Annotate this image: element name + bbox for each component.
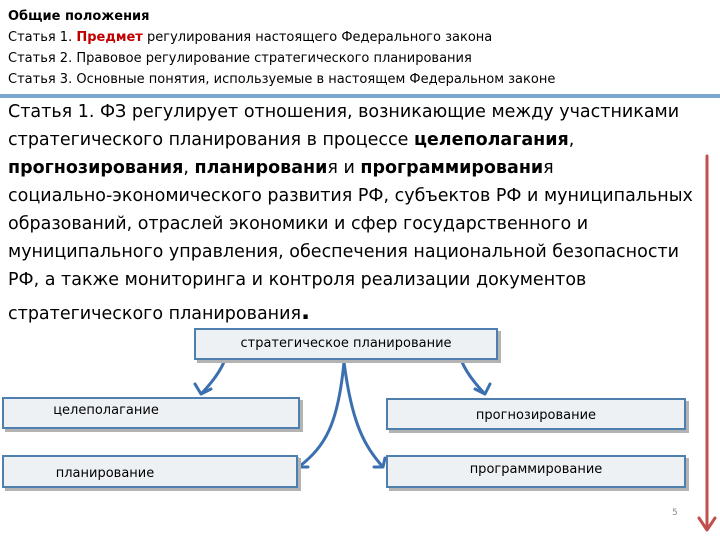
term-planning: планировани — [194, 158, 328, 178]
term-forecasting: прогнозирования — [8, 158, 184, 178]
box-programming — [386, 455, 686, 488]
body-line-3-sep1: , — [183, 158, 195, 178]
box-planning-label: планирование — [55, 466, 155, 481]
article-3-label: Статья 3. — [8, 72, 73, 87]
term-programming: программировани — [360, 158, 544, 178]
arrow-to-planning — [300, 362, 344, 466]
box-goal-setting-label: целеполагание — [53, 403, 159, 418]
article-1-highlight: Предмет — [76, 30, 143, 45]
box-strategic-planning — [194, 328, 498, 360]
box-forecasting — [386, 398, 686, 430]
header-title: Общие положения — [8, 9, 150, 24]
article-2-text: Правовое регулирование стратегического планирования — [76, 51, 472, 66]
box-planning — [2, 455, 298, 488]
box-goal-setting — [2, 397, 300, 429]
body-line-7: РФ, а также мониторинга и контроля реализации документов — [8, 270, 587, 290]
box-programming-label: программирование — [469, 462, 603, 477]
arrow-to-goal-setting — [202, 362, 224, 393]
arrow-to-forecasting — [462, 362, 484, 393]
body-line-4: социально-экономического развития РФ, субъектов РФ и муниципальных — [8, 186, 693, 206]
box-forecasting-label: прогнозирование — [475, 408, 597, 423]
arrow-to-programming — [344, 362, 382, 466]
body-line-8-text: стратегического планирования — [8, 304, 302, 324]
body-line-8-period: . — [301, 297, 311, 325]
term-goal-setting: целеполагания — [413, 130, 569, 150]
body-line-2-comma: , — [568, 130, 575, 150]
body-line-1: Статья 1. ФЗ регулирует отношения, возникающие между участниками — [8, 102, 680, 122]
box-strategic-planning-label: стратегическое планирование — [240, 336, 452, 351]
body-line-2-text: стратегического планирования в процессе — [8, 130, 414, 150]
article-2-label: Статья 2. — [8, 51, 73, 66]
article-3-text: Основные понятия, используемые в настоящем Федеральном законе — [76, 72, 556, 87]
body-line-3-end: я — [543, 158, 554, 178]
body-line-5: образований, отраслей экономики и сфер государственного и — [8, 214, 589, 234]
body-line-3-sep2: я и — [327, 158, 361, 178]
article-1-label: Статья 1. — [8, 30, 73, 45]
body-line-6: муниципального управления, обеспечения национальной безопасности — [8, 242, 680, 262]
article-1-text: регулирования настоящего Федерального закона — [146, 30, 493, 45]
page-number: 5 — [672, 508, 678, 518]
